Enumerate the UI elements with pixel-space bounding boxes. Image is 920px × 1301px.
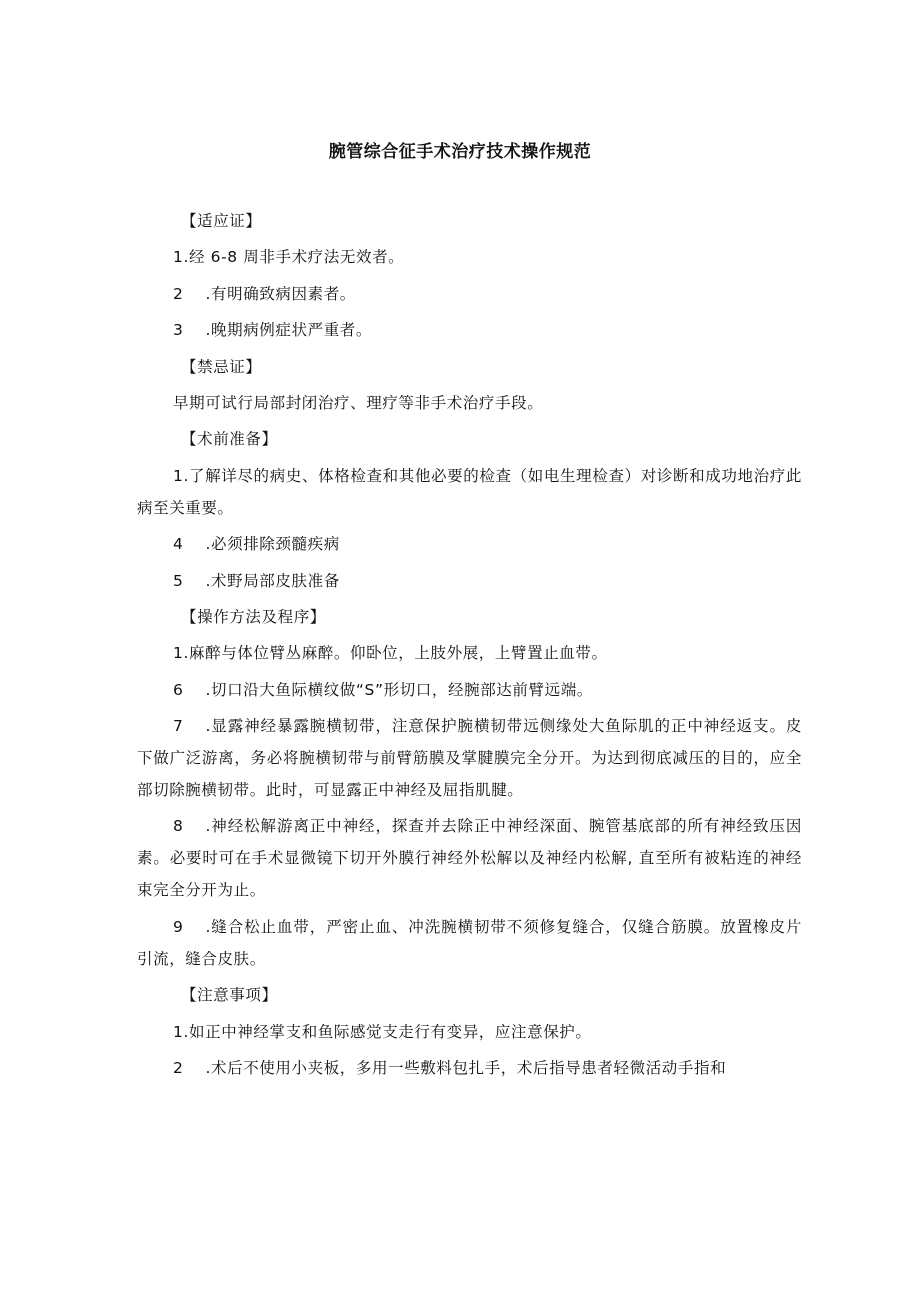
list-item: [137, 710, 802, 806]
document-body: [137, 205, 802, 1088]
list-item: [137, 1016, 802, 1048]
list-item: [137, 1052, 802, 1084]
item-text: .神经松解游离正中神经，探查并去除正中神经深面、腕管基底部的所有神经致压因素。必要时可在手术显微镜下切开外膜行神经外松解以及神经内松解, 直至所有被粘连的神经束完全分开为止。: [137, 817, 802, 900]
item-number: 1.: [173, 248, 189, 267]
item-number: 7: [173, 717, 184, 736]
item-text: .切口沿大鱼际横纹做“S”形切口，经腕部达前臂远端。: [205, 680, 593, 699]
list-item: [137, 810, 802, 906]
list-item: [137, 637, 802, 669]
item-number: 4: [173, 535, 184, 554]
item-number: 5: [173, 571, 184, 590]
item-text: .术后不使用小夹板，多用一些敷料包扎手，术后指导患者轻微活动手指和: [205, 1059, 727, 1078]
list-item: [137, 460, 802, 524]
list-item: [137, 278, 802, 310]
item-number: 6: [173, 680, 184, 699]
item-text: .显露神经暴露腕横韧带，注意保护腕横韧带远侧缘处大鱼际肌的正中神经返支。皮下做广泛游离，务必将腕横韧带与前臂筋膜及掌腱膜完全分开。为达到彻底减压的目的，应全部切除腕横韧带。此时，可显露正中神经及屈指肌腱。: [137, 717, 802, 800]
item-text: 如正中神经掌支和鱼际感觉支走行有变异，应注意保护。: [189, 1022, 592, 1041]
section-heading-contraindications: 【禁忌证】: [181, 357, 262, 376]
section-heading-notes: 【注意事项】: [181, 986, 278, 1005]
list-item: [137, 241, 802, 273]
item-number: 1.: [173, 466, 189, 485]
paragraph: 早期可试行局部封闭治疗、理疗等非手术治疗手段。: [173, 393, 544, 412]
item-number: 1.: [173, 1022, 189, 1041]
item-number: 3: [173, 321, 184, 340]
list-item: [137, 314, 802, 346]
item-text: .晚期病例症状严重者。: [205, 321, 372, 340]
section-heading-preop: 【术前准备】: [181, 430, 278, 449]
list-item: [137, 674, 802, 706]
item-number: 2: [173, 1059, 184, 1078]
list-item: [137, 528, 802, 560]
section-heading-procedure: 【操作方法及程序】: [181, 607, 326, 626]
item-number: 1.: [173, 644, 189, 663]
document-title: 腕管综合征手术治疗技术操作规范: [328, 142, 592, 162]
item-number: 8: [173, 817, 184, 836]
item-text: 经 6-8 周非手术疗法无效者。: [189, 248, 405, 267]
item-text: 麻醉与体位臂丛麻醉。仰卧位，上肢外展，上臂置止血带。: [189, 644, 608, 663]
item-text: .缝合松止血带，严密止血、冲洗腕横韧带不须修复缝合，仅缝合筋膜。放置橡皮片引流，缝合皮肤。: [137, 917, 802, 968]
item-text: .术野局部皮肤准备: [205, 571, 340, 590]
item-text: .必须排除颈髓疾病: [205, 535, 340, 554]
list-item: [137, 565, 802, 597]
item-text: 了解详尽的病史、体格检查和其他必要的检查（如电生理检查）对诊断和成功地治疗此病至关重要。: [137, 466, 802, 517]
item-text: .有明确致病因素者。: [205, 284, 356, 303]
list-item: [137, 911, 802, 975]
section-heading-indications: 【适应证】: [181, 212, 262, 230]
item-number: 9: [173, 917, 184, 936]
item-number: 2: [173, 284, 184, 303]
